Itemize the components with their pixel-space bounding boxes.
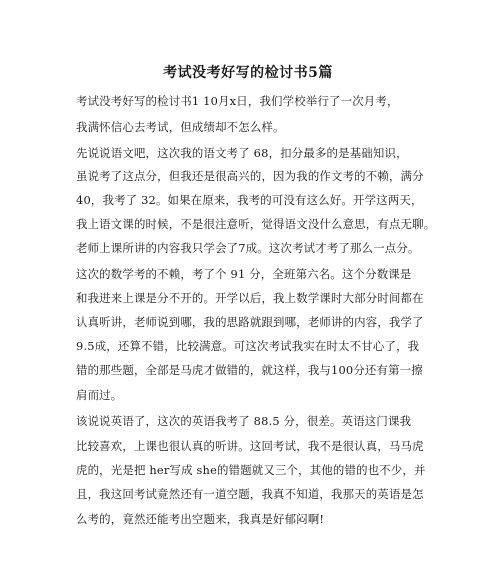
- text-line: 我满怀信心去考试，但成绩却不怎么样。: [76, 120, 285, 134]
- text-line: 么考的，竟然还能考出空题来，我真是好郁闷啊!: [76, 512, 325, 526]
- text-line: 老师上课所讲的内容我只学会了7成。这次考试才考了那么一点分。: [76, 241, 420, 255]
- text-line: 认真听讲，老师说到哪，我的思路就跟到哪，老师讲的内容，我学了: [76, 315, 424, 329]
- text-line: 40，我考了 32。如果在原来，我考的可没有这么好。开学这两天，: [76, 193, 423, 207]
- text-line: 虽说考了这点分，但我还是很高兴的，因为我的作文考的不赖，满分: [76, 169, 424, 183]
- document-title: 考试没考好写的检讨书5篇: [163, 65, 333, 81]
- text-line: 我上语文课的时候，不是很注意听，觉得语文没什么意思，有点无聊。: [76, 217, 436, 231]
- text-line: 比较喜欢，上课也很认真的听讲。这回考试，我不是很认真，马马虎: [76, 439, 424, 453]
- text-line: 这次的数学考的不赖，考了个 91 分，全班第六名。这个分数课是: [76, 267, 412, 281]
- text-line: 该说说英语了，这次的英语我考了 88.5 分，很差。英语这门课我: [76, 414, 412, 428]
- text-line: 和我进来上课是分不开的。开学以后，我上数学课时大部分时间都在: [76, 291, 424, 305]
- text-line: 先说说语文吧，这次我的语文考了 68，扣分最多的是基础知识，: [76, 146, 408, 160]
- text-line: 考试没考好写的检讨书1 10月x日，我们学校举行了一次月考，: [76, 94, 399, 108]
- text-line: 虎的，光是把 her写成 she的错题就又三个，其他的错的也不少，并: [76, 463, 426, 477]
- text-line: 且，我这回考试竟然还有一道空题，我真不知道，我那天的英语是怎: [76, 487, 424, 501]
- text-line: 肩而过。: [76, 388, 123, 402]
- text-line: 错的那些题，全部是马虎才做错的，就这样，我与100分还有第一擦: [76, 363, 423, 377]
- text-line: 9.5成，还算不错，比较满意。可这次考试我实在时太不甘心了，我: [76, 339, 420, 353]
